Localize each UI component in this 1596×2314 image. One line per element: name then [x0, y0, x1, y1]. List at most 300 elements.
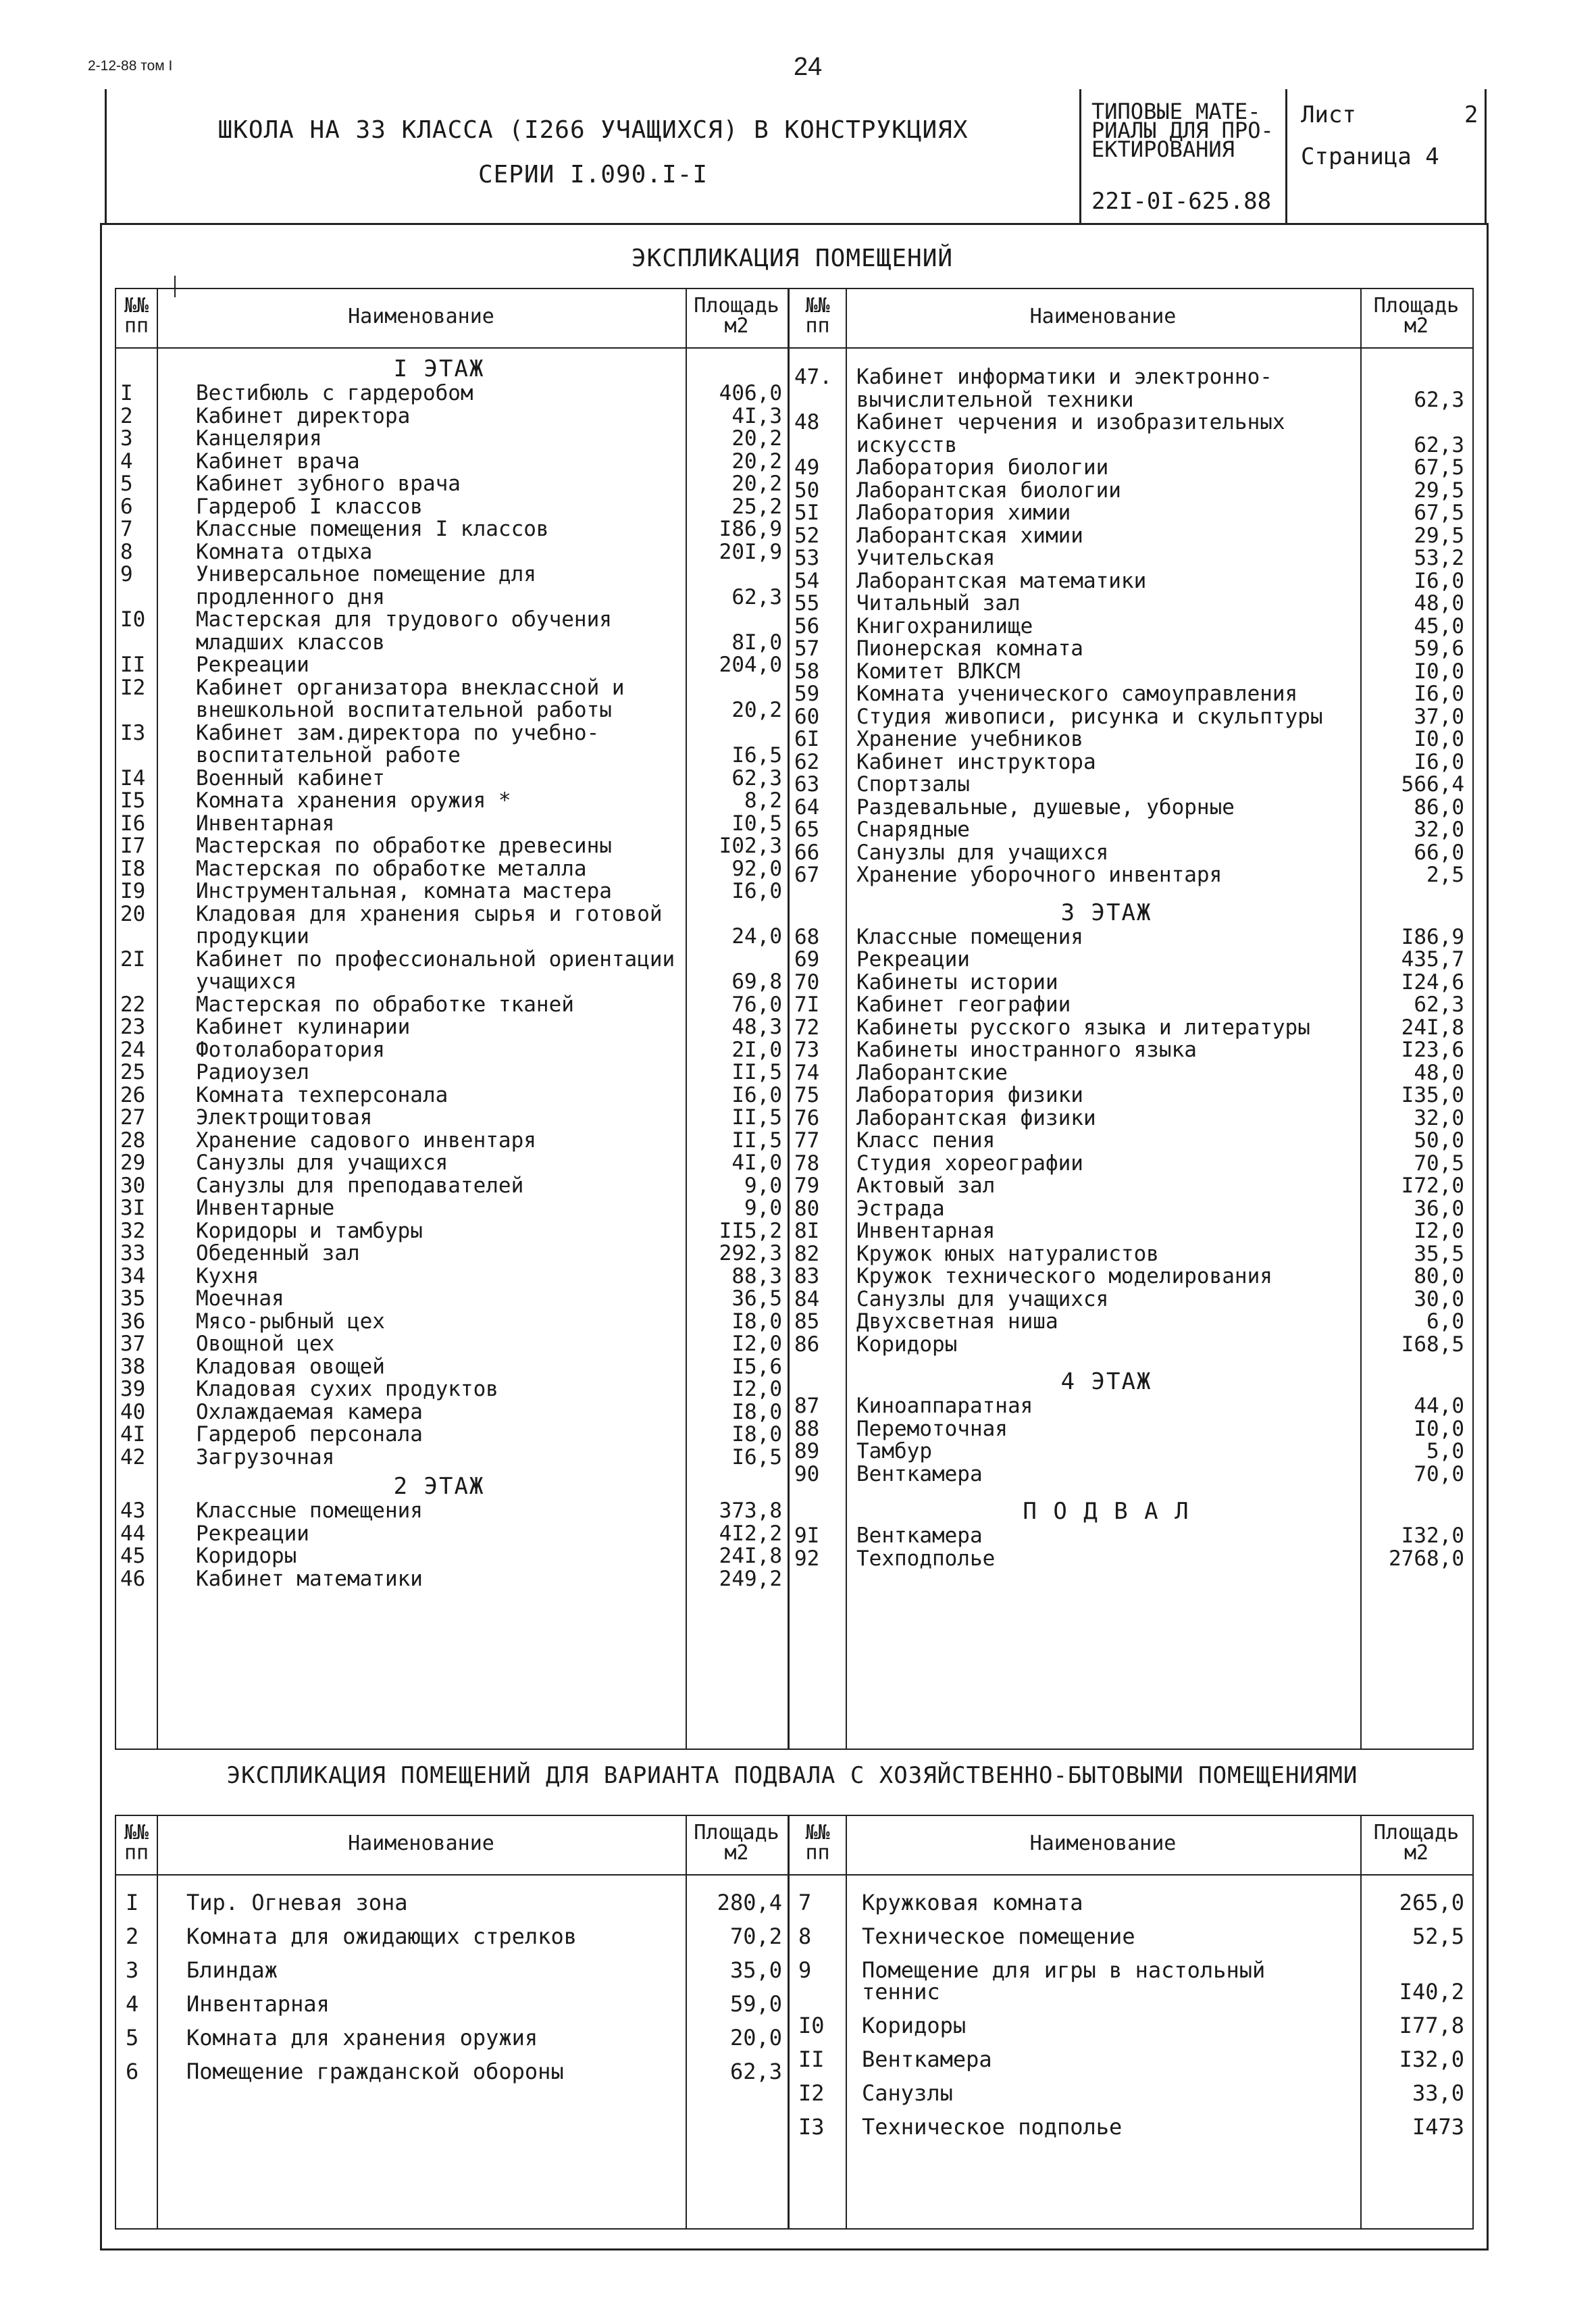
row-number: 47. [794, 365, 832, 389]
room-area: I02,3 [719, 834, 782, 858]
section-title: П О Д В А Л [1023, 1498, 1190, 1525]
room-area: I8,0 [731, 1399, 782, 1424]
row-number: 8 [120, 539, 133, 564]
room-area: I6,0 [1414, 682, 1464, 706]
table2 [115, 1815, 1474, 2230]
sheet-value: 2 [1464, 101, 1478, 128]
row-number: 65 [794, 818, 820, 842]
room-name: Коридоры [862, 2013, 967, 2038]
room-name: Раздевальные, душевые, уборные [856, 795, 1235, 820]
room-name: Кладовая для хранения сырья и готовой продукции [196, 901, 663, 949]
room-area: 59,0 [729, 1991, 782, 2017]
row-number: 29 [120, 1151, 146, 1175]
room-area: 20I,9 [719, 539, 782, 564]
room-name: Кабинет черчения и изобразительных искусств [856, 410, 1285, 457]
row-number: 23 [120, 1015, 146, 1039]
project-code: 22I-0I-625.88 [1091, 188, 1272, 215]
materials-line-3: ЕКТИРОВАНИЯ [1091, 136, 1235, 162]
room-name: Класс пения [856, 1128, 996, 1153]
row-number: 82 [794, 1241, 820, 1266]
room-name: Обеденный зал [196, 1241, 360, 1265]
room-name: Кабинет географии [856, 992, 1071, 1017]
room-area: I35,0 [1401, 1083, 1464, 1107]
room-name: Кладовая сухих продуктов [196, 1377, 498, 1401]
room-area: 62,3 [729, 2059, 782, 2084]
room-name: Инвентарные [196, 1196, 335, 1220]
room-name: Техподполье [856, 1546, 996, 1571]
row-number: 3I [120, 1196, 146, 1220]
room-area: II,5 [731, 1128, 782, 1153]
room-area: 92,0 [731, 856, 782, 881]
room-area: 435,7 [1401, 947, 1464, 972]
t2-col-area-right: Площадь м2 [1373, 1821, 1460, 1865]
room-area: 35,0 [729, 1957, 782, 1983]
room-name: Классные помещения [856, 924, 1083, 949]
table2-heading: ЭКСПЛИКАЦИЯ ПОМЕЩЕНИЙ ДЛЯ ВАРИАНТА ПОДВАЛА С ХОЗЯЙСТВЕННО-БЫТОВЫМИ ПОМЕЩЕНИЯМИ [226, 1762, 1358, 1789]
row-number: 68 [794, 924, 820, 949]
room-area: 9,0 [744, 1173, 782, 1198]
room-name: Пионерская комната [856, 636, 1083, 661]
row-number: I3 [120, 720, 146, 745]
row-number: 60 [794, 704, 820, 729]
room-area: I68,5 [1401, 1332, 1464, 1357]
room-area: 62,3 [1414, 387, 1464, 412]
room-area: 20,2 [731, 449, 782, 474]
row-number: I2 [120, 675, 146, 700]
row-number: 7I [794, 992, 820, 1017]
row-number: II [798, 2046, 825, 2072]
row-number: 38 [120, 1354, 146, 1379]
section-title: 2 ЭТАЖ [393, 1473, 485, 1500]
room-name: Санузлы для учащихся [196, 1151, 448, 1175]
room-name: Лаборантская математики [856, 568, 1147, 593]
room-name: Комната для ожидающих стрелков [186, 1923, 577, 1949]
room-area: 70,0 [1414, 1461, 1464, 1486]
room-name: Лаборантская биологии [856, 478, 1121, 503]
room-area: I32,0 [1399, 2046, 1464, 2072]
row-number: 9 [120, 562, 133, 586]
room-area: I5,6 [731, 1354, 782, 1379]
row-number: 9I [794, 1524, 820, 1548]
room-name: Тамбур [856, 1439, 932, 1463]
room-area: 4I,0 [731, 1151, 782, 1175]
room-name: Инструментальная, комната мастера [196, 879, 612, 903]
room-name: Лаборантские [856, 1060, 1008, 1085]
room-area: I6,0 [731, 1082, 782, 1107]
room-name: Хранение садового инвентаря [196, 1128, 536, 1153]
row-number: 9 [798, 1957, 812, 1983]
room-area: I6,0 [1414, 749, 1464, 774]
room-area: 37,0 [1414, 704, 1464, 729]
sheet-label: Лист [1301, 101, 1356, 128]
room-name: Венткамера [862, 2046, 992, 2072]
room-area: I2,0 [731, 1332, 782, 1356]
room-area: 292,3 [719, 1241, 782, 1265]
row-number: 78 [794, 1151, 820, 1176]
room-area: 249,2 [719, 1566, 782, 1591]
row-number: 28 [120, 1128, 146, 1153]
room-name: Кабинеты иностранного языка [856, 1038, 1197, 1062]
room-name: Перемоточная [856, 1416, 1008, 1441]
room-name: Комната отдыха [196, 539, 373, 564]
row-number: 46 [120, 1566, 146, 1591]
room-name: Рекреации [196, 1521, 309, 1546]
row-number: 7 [798, 1890, 812, 1915]
row-number: 83 [794, 1264, 820, 1288]
room-area: 20,2 [731, 472, 782, 496]
room-area: I23,6 [1401, 1038, 1464, 1062]
room-area: 62,3 [1414, 432, 1464, 457]
row-number: 36 [120, 1309, 146, 1334]
room-name: Тир. Огневая зона [186, 1890, 408, 1915]
document-code: 2-12-88 том I [88, 58, 173, 74]
room-area: 4I,3 [731, 403, 782, 428]
room-area: 33,0 [1412, 2080, 1464, 2106]
row-number: I0 [798, 2013, 825, 2038]
row-number: 24 [120, 1037, 146, 1062]
room-area: 76,0 [731, 992, 782, 1017]
room-area: 5,0 [1426, 1439, 1464, 1463]
room-name: Кабинет инструктора [856, 749, 1096, 774]
room-area: 52,5 [1412, 1923, 1464, 1949]
row-number: 58 [794, 659, 820, 684]
room-area: I473 [1412, 2114, 1464, 2140]
room-area: I8,0 [731, 1309, 782, 1334]
room-area: 8I,0 [731, 630, 782, 655]
row-number: 4 [120, 449, 133, 474]
room-name: Книгохранилище [856, 613, 1033, 638]
row-number: 4I [120, 1422, 146, 1447]
room-name: Двухсветная ниша [856, 1309, 1058, 1334]
room-name: Лаборатория физики [856, 1083, 1083, 1107]
row-number: 5 [126, 2025, 139, 2051]
row-number: 22 [120, 992, 146, 1017]
row-number: 2 [120, 403, 133, 428]
row-number: 55 [794, 591, 820, 615]
row-number: I2 [798, 2080, 825, 2106]
row-number: 76 [794, 1105, 820, 1130]
room-name: Актовый зал [856, 1174, 996, 1198]
row-number: 80 [794, 1196, 820, 1221]
room-name: Учительская [856, 546, 996, 570]
room-area: I86,9 [1401, 924, 1464, 949]
room-name: Классные помещения I классов [196, 517, 549, 541]
row-number: 57 [794, 636, 820, 661]
room-area: II5,2 [719, 1218, 782, 1243]
row-number: 49 [794, 455, 820, 480]
room-area: I6,5 [731, 1444, 782, 1469]
room-name: Кухня [196, 1263, 259, 1288]
room-name: Коридоры [196, 1544, 297, 1568]
room-area: 20,0 [729, 2025, 782, 2051]
room-name: Гардероб I классов [196, 494, 423, 519]
room-name: Комната ученического самоуправления [856, 682, 1298, 706]
room-name: Кабинет информатики и электронно-вычислительной техники [856, 365, 1272, 412]
room-name: Лаборантская химии [856, 523, 1083, 548]
room-name: Кабинет директора [196, 403, 411, 428]
row-number: 50 [794, 478, 820, 503]
room-name: Классные помещения [196, 1499, 423, 1523]
room-area: 69,8 [731, 970, 782, 994]
row-number: 30 [120, 1173, 146, 1198]
row-number: 70 [794, 970, 820, 995]
room-name: Спортзалы [856, 772, 970, 797]
row-number: 26 [120, 1082, 146, 1107]
t1-col-name-left: Наименование [348, 305, 494, 328]
row-number: I7 [120, 834, 146, 858]
room-name: Кабинеты истории [856, 970, 1058, 995]
room-name: Комната техперсонала [196, 1082, 448, 1107]
room-name: Охлаждаемая камера [196, 1399, 423, 1424]
room-name: Овощной цех [196, 1332, 335, 1356]
row-number: 6 [120, 494, 133, 519]
room-area: I6,0 [1414, 568, 1464, 593]
row-number: 2I [120, 947, 146, 972]
row-number: 44 [120, 1521, 146, 1546]
room-name: Кружок технического моделирования [856, 1264, 1272, 1288]
room-area: 80,0 [1414, 1264, 1464, 1288]
row-number: I9 [120, 879, 146, 903]
room-name: Инвентарная [196, 811, 335, 836]
row-number: 4 [126, 1991, 139, 2017]
room-name: Читальный зал [856, 591, 1021, 615]
row-number: 59 [794, 682, 820, 706]
page-number: 24 [794, 53, 823, 81]
room-name: Санузлы для учащихся [856, 1286, 1109, 1311]
room-area: 280,4 [717, 1890, 782, 1915]
room-area: 204,0 [719, 653, 782, 677]
row-number: 25 [120, 1060, 146, 1084]
room-name: Кружок юных натуралистов [856, 1241, 1159, 1266]
room-name: Канцелярия [196, 426, 322, 451]
row-number: 34 [120, 1263, 146, 1288]
room-name: Техническое помещение [862, 1923, 1135, 1949]
row-number: 42 [120, 1444, 146, 1469]
row-number: 35 [120, 1286, 146, 1311]
row-number: 32 [120, 1218, 146, 1243]
row-number: 92 [794, 1546, 820, 1571]
room-name: Помещение для игры в настольный теннис [862, 1957, 1266, 2005]
room-area: 2,5 [1426, 863, 1464, 887]
row-number: 75 [794, 1083, 820, 1107]
room-area: 48,0 [1414, 1060, 1464, 1085]
room-area: 30,0 [1414, 1286, 1464, 1311]
row-number: 8I [794, 1219, 820, 1243]
room-area: II,5 [731, 1105, 782, 1130]
t2-col-num-right: №№ пп [805, 1821, 830, 1865]
room-name: Лаборатория биологии [856, 455, 1109, 480]
room-name: Венткамера [856, 1524, 983, 1548]
row-number: 56 [794, 613, 820, 638]
room-area: 88,3 [731, 1263, 782, 1288]
title-line-2: СЕРИИ I.090.I-I [478, 161, 709, 188]
row-number: 7 [120, 517, 133, 541]
t2-col-num-left: №№ пп [124, 1821, 149, 1865]
room-area: 406,0 [719, 381, 782, 405]
t2-col-area-left: Площадь м2 [694, 1821, 779, 1865]
room-area: I72,0 [1401, 1174, 1464, 1198]
t1-col-area-left: Площадь м2 [694, 294, 779, 338]
room-area: I40,2 [1399, 1979, 1464, 2005]
t2-col-name-right: Наименование [1029, 1832, 1177, 1855]
row-number: 8 [798, 1923, 812, 1949]
room-area: I77,8 [1399, 2013, 1464, 2038]
room-name: Фотолаборатория [196, 1037, 385, 1062]
room-name: Кабинеты русского языка и литературы [856, 1015, 1310, 1040]
row-number: 3 [120, 426, 133, 451]
room-area: 48,3 [731, 1015, 782, 1039]
room-area: I24,6 [1401, 970, 1464, 995]
room-area: II,5 [731, 1060, 782, 1084]
room-area: I32,0 [1401, 1524, 1464, 1548]
room-name: Радиоузел [196, 1060, 309, 1084]
table1 [115, 288, 1474, 1750]
row-number: 87 [794, 1394, 820, 1418]
row-number: 52 [794, 523, 820, 548]
room-area: I8,0 [731, 1422, 782, 1447]
row-number: 74 [794, 1060, 820, 1085]
room-name: Студия хореографии [856, 1151, 1083, 1176]
row-number: I [126, 1890, 139, 1915]
t2-col-name-left: Наименование [348, 1832, 494, 1855]
t1-col-num-left: №№ пп [124, 294, 149, 338]
room-area: 67,5 [1414, 455, 1464, 480]
row-number: I3 [798, 2114, 825, 2140]
t1-col-num-right: №№ пп [805, 294, 830, 338]
room-area: 62,3 [731, 765, 782, 790]
room-name: Кабинет зубного врача [196, 472, 461, 496]
page-label: Страница 4 [1301, 143, 1439, 170]
room-area: I6,5 [731, 743, 782, 768]
room-area: I2,0 [731, 1377, 782, 1401]
row-number: 48 [794, 410, 820, 434]
room-name: Военный кабинет [196, 765, 385, 790]
row-number: 64 [794, 795, 820, 820]
room-name: Техническое подполье [862, 2114, 1123, 2140]
room-name: Санузлы [862, 2080, 953, 2106]
room-name: Лаборантская физики [856, 1105, 1096, 1130]
room-name: Универсальное помещение для продленного дня [196, 562, 536, 609]
room-name: Кабинет математики [196, 1566, 423, 1591]
room-area: 566,4 [1401, 772, 1464, 797]
row-number: 66 [794, 840, 820, 865]
section-title: 3 ЭТАЖ [1060, 899, 1152, 926]
room-name: Кладовая овощей [196, 1354, 385, 1379]
row-number: 86 [794, 1332, 820, 1357]
materials-line-2: РИАЛЫ ДЛЯ ПРО- [1091, 118, 1274, 143]
room-area: 32,0 [1414, 1105, 1464, 1130]
room-name: Коридоры и тамбуры [196, 1218, 423, 1243]
t1-col-area-right: Площадь м2 [1373, 294, 1460, 338]
room-area: 70,2 [729, 1923, 782, 1949]
room-area: 6,0 [1426, 1309, 1464, 1334]
row-number: I [120, 381, 133, 405]
room-area: 44,0 [1414, 1394, 1464, 1418]
room-name: Мастерская для трудового обучения младших классов [196, 607, 612, 655]
room-area: 29,5 [1414, 523, 1464, 548]
room-area: 53,2 [1414, 546, 1464, 570]
row-number: I4 [120, 765, 146, 790]
row-number: 20 [120, 901, 146, 926]
row-number: 6I [794, 727, 820, 751]
room-name: Загрузочная [196, 1444, 335, 1469]
room-area: I0,0 [1414, 727, 1464, 751]
row-number: 73 [794, 1038, 820, 1062]
row-number: 5I [794, 501, 820, 525]
row-number: 40 [120, 1399, 146, 1424]
room-name: Киноаппаратная [856, 1394, 1033, 1418]
room-name: Кружковая комната [862, 1890, 1083, 1915]
room-area: 62,3 [731, 584, 782, 609]
room-area: I86,9 [719, 517, 782, 541]
row-number: 77 [794, 1128, 820, 1153]
room-name: Кабинет кулинарии [196, 1015, 411, 1039]
row-number: 3 [126, 1957, 139, 1983]
room-area: 62,3 [1414, 992, 1464, 1017]
row-number: 45 [120, 1544, 146, 1568]
room-area: 50,0 [1414, 1128, 1464, 1153]
room-name: Хранение учебников [856, 727, 1083, 751]
room-name: Санузлы для учащихся [856, 840, 1109, 865]
room-name: Венткамера [856, 1461, 983, 1486]
table1-heading: ЭКСПЛИКАЦИЯ ПОМЕЩЕНИЙ [631, 245, 954, 272]
room-name: Электрощитовая [196, 1105, 373, 1130]
room-area: I2,0 [1414, 1219, 1464, 1243]
room-name: Снарядные [856, 818, 970, 842]
room-area: I6,0 [731, 879, 782, 903]
title-block [105, 89, 1487, 225]
room-name: Комитет ВЛКСМ [856, 659, 1021, 684]
room-area: 59,6 [1414, 636, 1464, 661]
row-number: II [120, 653, 146, 677]
room-name: Кабинет по профессиональной ориентации учащихся [196, 947, 675, 994]
row-number: 63 [794, 772, 820, 797]
room-name: Гардероб персонала [196, 1422, 423, 1447]
row-number: 62 [794, 749, 820, 774]
room-area: 2I,0 [731, 1037, 782, 1062]
room-name: Моечная [196, 1286, 284, 1311]
room-name: Инвентарная [856, 1219, 996, 1243]
room-area: 24,0 [731, 924, 782, 949]
room-area: 2768,0 [1389, 1546, 1464, 1571]
room-area: I0,5 [731, 811, 782, 836]
section-title: 4 ЭТАЖ [1060, 1368, 1152, 1395]
row-number: 84 [794, 1286, 820, 1311]
row-number: 85 [794, 1309, 820, 1334]
row-number: 88 [794, 1416, 820, 1441]
row-number: 79 [794, 1174, 820, 1198]
room-area: 20,2 [731, 426, 782, 451]
room-area: 35,5 [1414, 1241, 1464, 1266]
row-number: 2 [126, 1923, 139, 1949]
room-name: Лаборатория химии [856, 501, 1071, 525]
room-area: 29,5 [1414, 478, 1464, 503]
room-area: 36,5 [731, 1286, 782, 1311]
room-area: 48,0 [1414, 591, 1464, 615]
room-area: 24I,8 [719, 1544, 782, 1568]
row-number: 33 [120, 1241, 146, 1265]
room-name: Кабинет зам.директора по учебно-воспитательной работе [196, 720, 600, 768]
room-name: Мастерская по обработке тканей [196, 992, 574, 1017]
row-number: 67 [794, 863, 820, 887]
room-name: Комната хранения оружия * [196, 788, 511, 813]
row-number: I5 [120, 788, 146, 813]
row-number: 43 [120, 1499, 146, 1523]
row-number: 27 [120, 1105, 146, 1130]
room-area: I0,0 [1414, 659, 1464, 684]
room-area: 70,5 [1414, 1151, 1464, 1176]
room-area: 265,0 [1399, 1890, 1464, 1915]
